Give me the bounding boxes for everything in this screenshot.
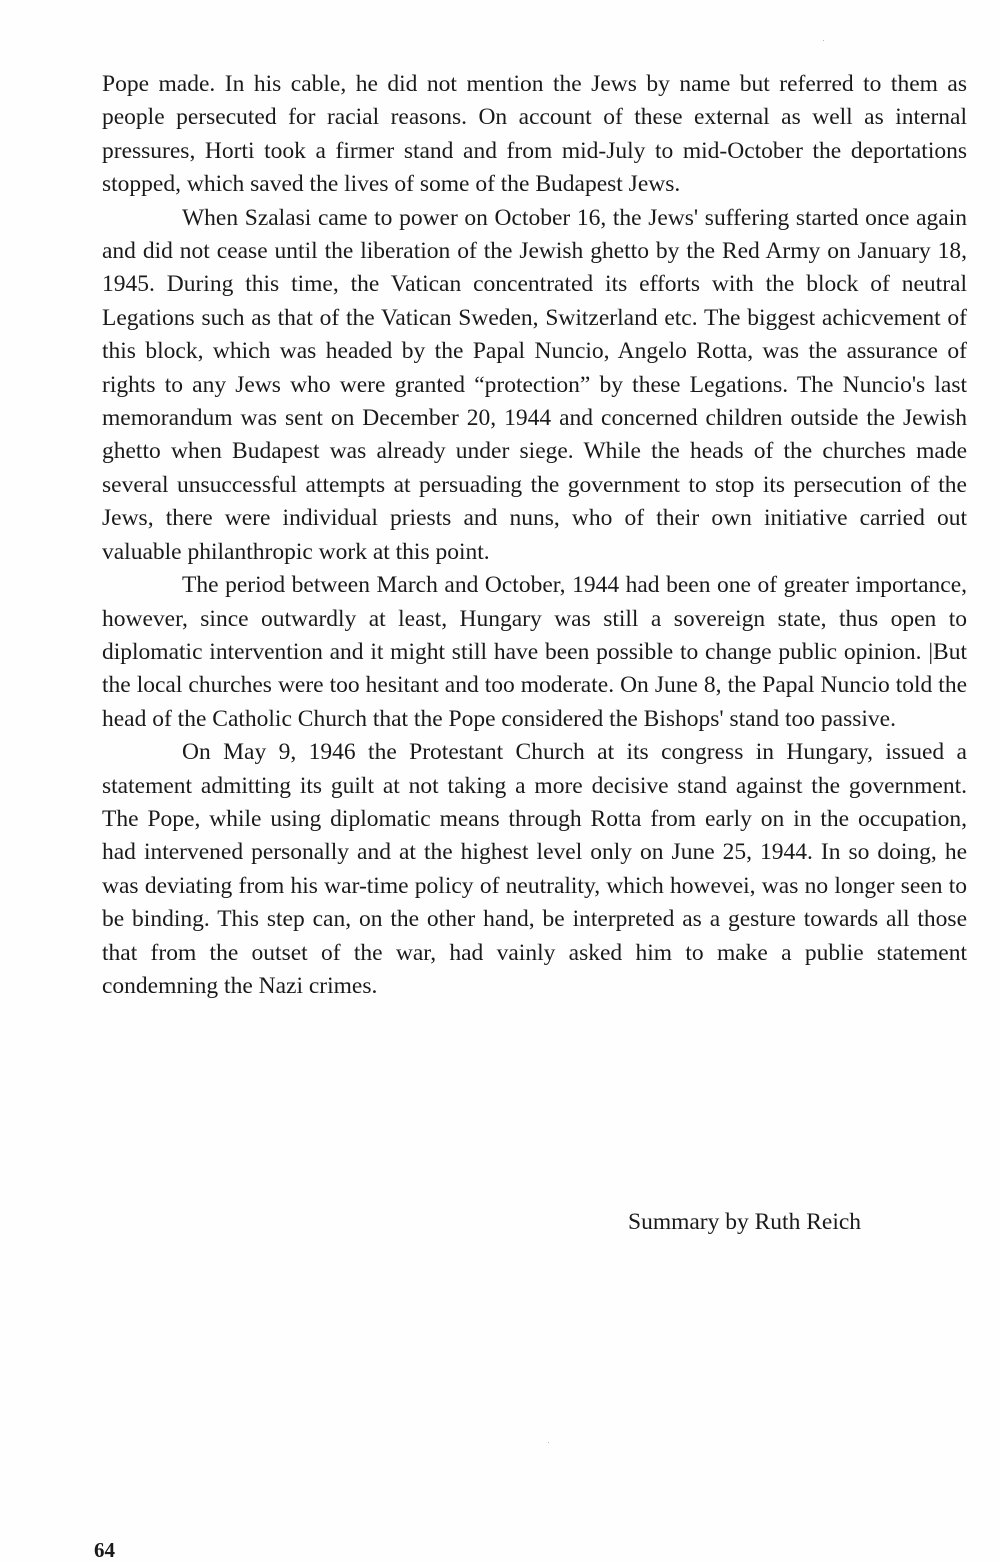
body-text	[102, 68, 967, 1003]
paragraph-1: Pope made. In his cable, he did not mention the Jews by name but referred to them as people persecuted for racial reasons. On account of these external as well as internal pressures, Horti took a firmer stand and from mid-July to mid-October the deportations stopped, which saved the lives of some of the Budapest Jews.	[102, 71, 967, 198]
page-number: 64	[94, 1538, 115, 1562]
paragraph-2: When Szalasi came to power on October 16, the Jews' suffering started once again and did not cease until the liberation of the Jewish ghetto by the Red Army on January 18, 1945. During this time, the Vatican concentrated its efforts with the block of neutral Legations such as that of the Vatican Sweden, Switzerland etc. The biggest achicvement of this block, which was headed by the Papal Nuncio, Angelo Rotta, was the assurance of rights to any Jews who were granted “protection” by these Legations. The Nuncio's last memorandum was sent on December 20, 1944 and concerned children outside the Jewish ghetto when Budapest was already under siege. While the heads of the churches made several unsuccessful attempts at persuading the government to stop its persecution of the Jews, there were individual priests and nuns, who of their own initiative carried out valuable philanthropic work at this point.	[102, 204, 967, 565]
paragraph-3: The period between March and October, 1944 had been one of greater importance, however, since outwardly at least, Hungary was still a sovereign state, thus open to diplomatic intervention and it might still have been possible to change public opinion. |But the local churches were too hesitant and too moderate. On June 8, the Papal Nuncio told the head of the Catholic Church that the Pope considered the Bishops' stand too passive.	[102, 572, 967, 732]
paragraph-4: On May 9, 1946 the Protestant Church at its congress in Hungary, issued a statement admitting its guilt at not taking a more decisive stand against the government. The Pope, while using diplomatic means through Rotta from early on in the occupation, had intervened personally and at the highest level only on June 25, 1944. In so doing, he was deviating from his war-time policy of neutrality, which howevei, was no longer seen to be binding. This step can, on the other hand, be interpreted as a gesture towards all those that from the outset of the war, had vainly asked him to make a publie statement condemning the Nazi crimes.	[102, 739, 967, 999]
scan-speck	[823, 40, 824, 41]
scan-speck	[548, 1442, 549, 1443]
summary-attribution: Summary by Ruth Reich	[628, 1209, 862, 1235]
